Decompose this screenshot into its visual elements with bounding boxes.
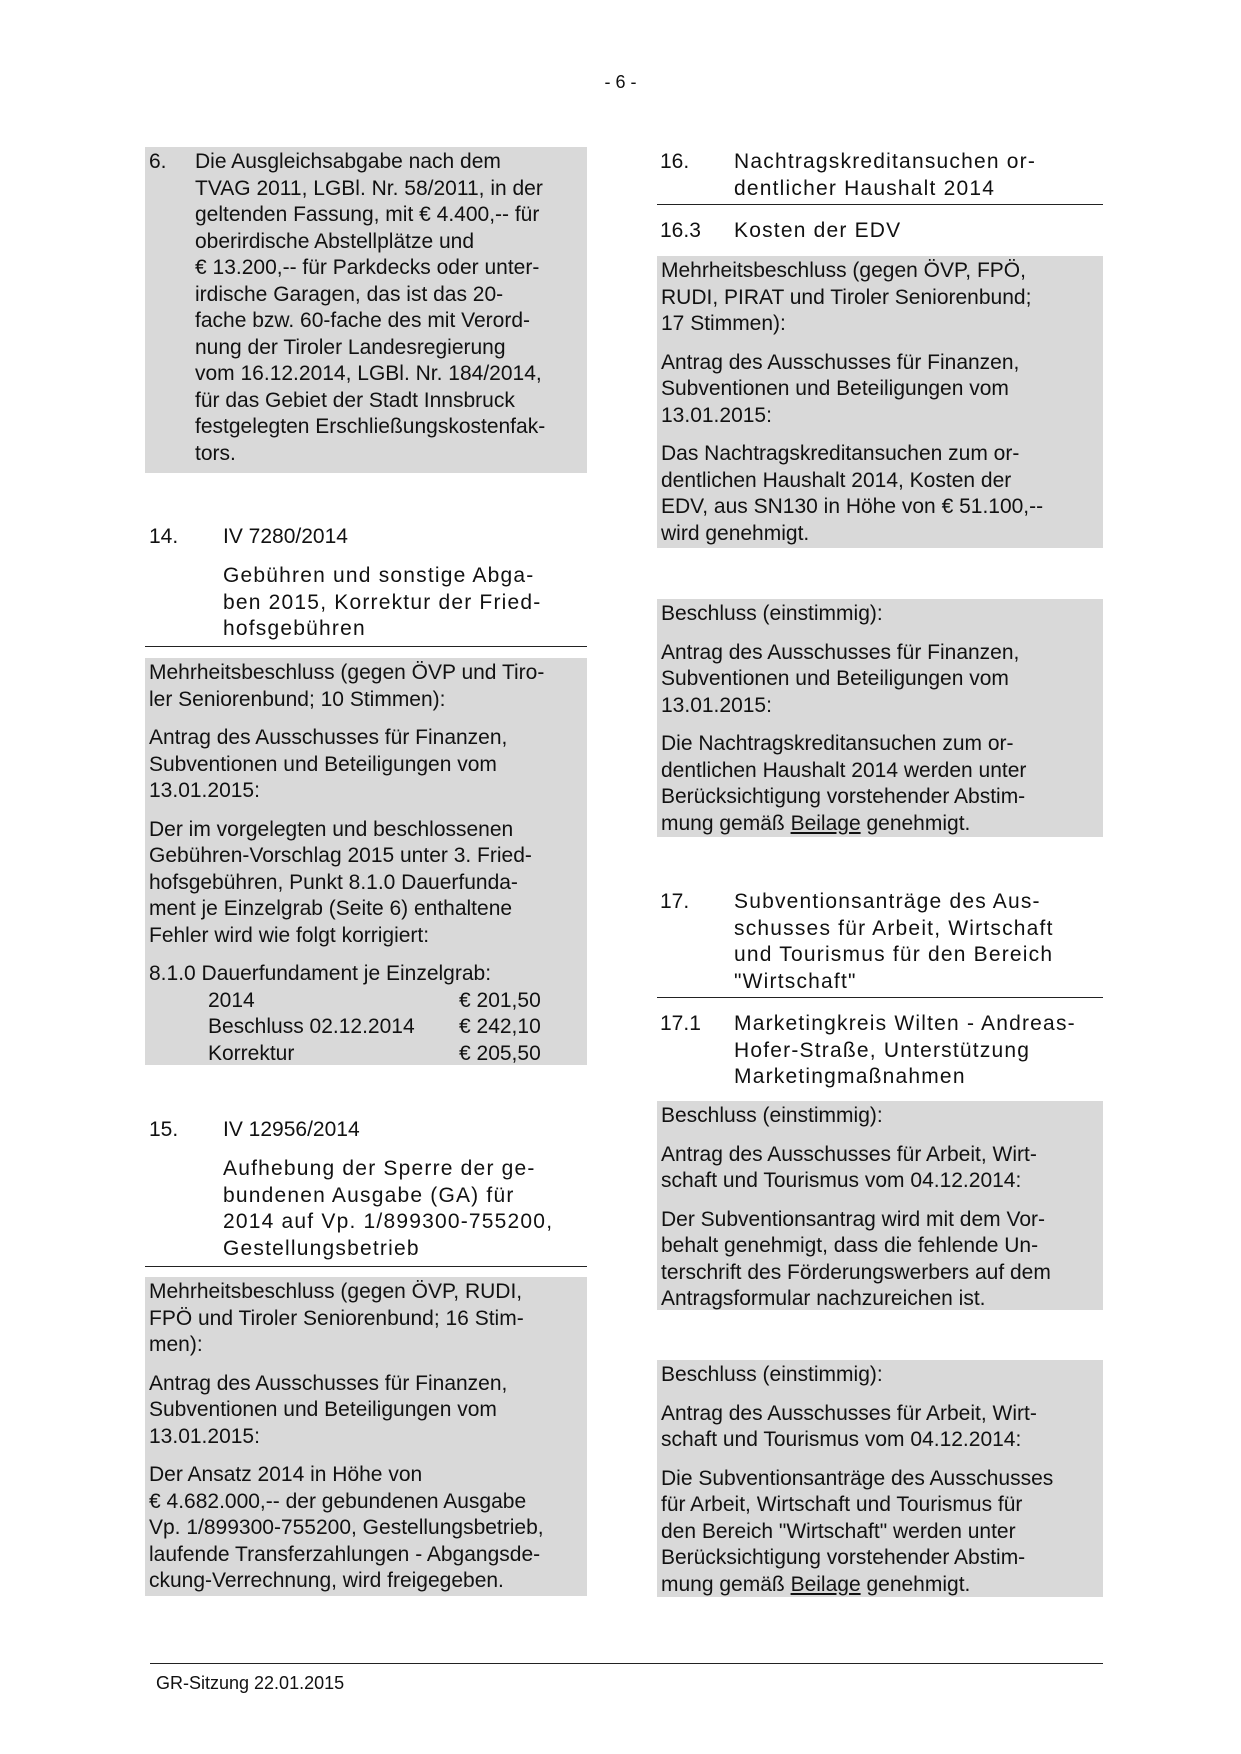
text-line: Subventionen und Beteiligungen vom: [149, 752, 497, 776]
text-line: Vp. 1/899300-755200, Gestellungsbetrieb,: [149, 1516, 544, 1539]
text-line: Mehrheitsbeschluss (gegen ÖVP und Tiro-: [149, 661, 545, 684]
motion: [661, 640, 1099, 720]
title-line: Subventionsanträge des Aus-: [734, 890, 1041, 913]
text-line: für Arbeit, Wirtschaft und Tourismus für: [661, 1493, 1023, 1516]
text-line: nung der Tiroler Landesregierung: [195, 335, 506, 359]
item-17-1-title: [734, 1011, 1104, 1091]
text-line: Antrag des Ausschusses für Arbeit, Wirt-: [661, 1401, 1037, 1425]
item-17-number: 17.: [660, 890, 690, 913]
text-line: schaft und Tourismus vom 04.12.2014:: [661, 1428, 1022, 1451]
title-line: bundenen Ausgabe (GA) für: [223, 1183, 515, 1207]
text-line: dentlichen Haushalt 2014 werden unter: [661, 758, 1027, 782]
item-17-1-box: [657, 1101, 1103, 1310]
text-line: Antrag des Ausschusses für Finanzen,: [661, 350, 1020, 374]
fee-label: Korrektur: [208, 1041, 295, 1065]
resolution-text: [661, 731, 1099, 837]
item-15-title: [223, 1156, 583, 1262]
text-line: dentlichen Haushalt 2014, Kosten der: [661, 468, 1012, 492]
text-fragment: genehmigt.: [860, 811, 971, 835]
text-line: behalt genehmigt, dass die fehlende Un-: [661, 1234, 1039, 1257]
fee-row: [149, 1014, 583, 1041]
text-line: festgelegten Erschließungskostenfak-: [195, 415, 546, 438]
item-16-total-box: [657, 599, 1103, 837]
text-line: terschrift des Förderungswerbers auf dem: [661, 1260, 1051, 1284]
text-line: oberirdische Abstellplätze und: [195, 229, 475, 253]
text-line: Subventionen und Beteiligungen vom: [149, 1398, 497, 1421]
item-14-ref: IV 7280/2014: [223, 525, 348, 548]
text-line: Gebühren-Vorschlag 2015 unter 3. Fried-: [149, 844, 532, 867]
text-line: 13.01.2015:: [149, 779, 260, 802]
text-line: ment je Einzelgrab (Seite 6) enthaltene: [149, 897, 513, 920]
resolution-text: [661, 1466, 1099, 1599]
title-line: schusses für Arbeit, Wirtschaft: [734, 916, 1054, 940]
fee-value: € 205,50: [459, 1041, 541, 1065]
fee-label: Beschluss 02.12.2014: [208, 1015, 415, 1038]
item-16-number: 16.: [660, 150, 690, 173]
text-line: ler Seniorenbund; 10 Stimmen):: [149, 687, 446, 711]
text-line: Antrag des Ausschusses für Finanzen,: [149, 726, 508, 749]
text-line: Berücksichtigung vorstehender Abstim-: [661, 785, 1026, 808]
item-17-title: [734, 889, 1104, 995]
text-fragment: mung gemäß: [661, 1572, 791, 1596]
text-line: Subventionen und Beteiligungen vom: [661, 667, 1009, 690]
text-fragment: genehmigt.: [860, 1572, 971, 1596]
decision: Beschluss (einstimmig):: [661, 602, 883, 625]
text-line: geltenden Fassung, mit € 4.400,-- für: [195, 203, 540, 226]
decision: [149, 660, 583, 713]
text-line: Fehler wird wie folgt korrigiert:: [149, 923, 430, 947]
text-line: 13.01.2015:: [149, 1424, 260, 1448]
text-line: Antragsformular nachzureichen ist.: [661, 1287, 986, 1310]
text-line: TVAG 2011, LGBl. Nr. 58/2011, in der: [195, 176, 543, 200]
text-line: Die Nachtragskreditansuchen zum or-: [661, 732, 1014, 755]
text-line: € 13.200,-- für Parkdecks oder unter-: [195, 256, 540, 279]
text-line: Antrag des Ausschusses für Finanzen,: [661, 640, 1020, 664]
text-line: FPÖ und Tiroler Seniorenbund; 16 Stim-: [149, 1306, 524, 1330]
text-line: irdische Garagen, das ist das 20-: [195, 282, 504, 306]
title-line: "Wirtschaft": [734, 969, 857, 993]
item-17-1-number: 17.1: [660, 1012, 701, 1035]
resolution-text: [661, 441, 1099, 547]
footer-divider: [150, 1663, 1103, 1664]
text-line: 13.01.2015:: [661, 403, 772, 427]
motion: [661, 1142, 1099, 1195]
motion: [149, 1371, 583, 1451]
item-16-3-box: [657, 256, 1103, 548]
item-15-number: 15.: [149, 1118, 179, 1141]
item-16-title: [734, 149, 1094, 202]
text-line: [661, 811, 1099, 838]
text-line: 17 Stimmen):: [661, 312, 786, 335]
title-line: Nachtragskreditansuchen or-: [734, 150, 1037, 173]
title-line: Marketingmaßnahmen: [734, 1065, 966, 1088]
page-number: - 6 -: [604, 72, 637, 92]
fee-row: [149, 1041, 583, 1068]
text-line: Die Ausgleichsabgabe nach dem: [195, 150, 501, 173]
text-line: men):: [149, 1333, 203, 1356]
item-6-box: [145, 147, 587, 473]
text-line: tors.: [195, 441, 236, 465]
text-line: Der Subventionsantrag wird mit dem Vor-: [661, 1207, 1045, 1231]
text-line: Die Subventionsanträge des Ausschusses: [661, 1466, 1054, 1490]
title-line: ben 2015, Korrektur der Fried-: [223, 590, 542, 614]
title-line: Gestellungsbetrieb: [223, 1236, 420, 1260]
item-14-divider: [145, 646, 587, 647]
item-6-text: [195, 149, 583, 467]
text-line: Subventionen und Beteiligungen vom: [661, 377, 1009, 400]
beilage-link[interactable]: Beilage: [790, 1572, 861, 1596]
text-line: Mehrheitsbeschluss (gegen ÖVP, FPÖ,: [661, 259, 1026, 282]
text-line: Mehrheitsbeschluss (gegen ÖVP, RUDI,: [149, 1280, 523, 1303]
decision: Beschluss (einstimmig):: [661, 1363, 883, 1386]
title-line: Aufhebung der Sperre der ge-: [223, 1157, 536, 1180]
text-fragment: mung gemäß: [661, 811, 791, 835]
resolution-text: [149, 817, 583, 950]
text-line: Der Ansatz 2014 in Höhe von: [149, 1463, 423, 1486]
motion: [149, 725, 583, 805]
decision: [149, 1279, 583, 1359]
text-line: Berücksichtigung vorstehender Abstim-: [661, 1546, 1026, 1569]
item-15-divider: [145, 1266, 587, 1267]
text-line: hofsgebühren, Punkt 8.1.0 Dauerfunda-: [149, 870, 518, 894]
text-line: fache bzw. 60-fache des mit Verord-: [195, 309, 531, 332]
title-line: 2014 auf Vp. 1/899300-755200,: [223, 1210, 554, 1233]
item-17-divider: [657, 997, 1103, 998]
text-line: ckung-Verrechnung, wird freigegeben.: [149, 1569, 504, 1592]
text-line: Der im vorgelegten und beschlossenen: [149, 817, 514, 841]
fee-table: [149, 961, 583, 1067]
text-line: € 4.682.000,-- der gebundenen Ausgabe: [149, 1489, 527, 1513]
text-line: den Bereich "Wirtschaft" werden unter: [661, 1519, 1016, 1543]
beilage-link[interactable]: Beilage: [790, 811, 861, 835]
motion: [661, 1401, 1099, 1454]
text-line: [661, 1572, 1099, 1599]
title-line: Gebühren und sonstige Abga-: [223, 564, 535, 587]
fee-heading: 8.1.0 Dauerfundament je Einzelgrab:: [149, 962, 492, 985]
fee-value: € 201,50: [459, 988, 541, 1012]
resolution-text: [661, 1207, 1099, 1313]
fee-label: 2014: [208, 988, 255, 1012]
title-line: hofsgebühren: [223, 617, 366, 640]
decision: Beschluss (einstimmig):: [661, 1104, 883, 1127]
text-line: laufende Transferzahlungen - Abgangsde-: [149, 1542, 541, 1566]
text-line: Antrag des Ausschusses für Arbeit, Wirt-: [661, 1142, 1037, 1166]
decision: [661, 258, 1099, 338]
item-16-3-title: Kosten der EDV: [734, 219, 902, 242]
title-line: dentlicher Haushalt 2014: [734, 176, 996, 200]
item-6-number: 6.: [149, 150, 167, 173]
text-line: EDV, aus SN130 in Höhe von € 51.100,--: [661, 495, 1044, 518]
footer-session-date: GR-Sitzung 22.01.2015: [156, 1673, 345, 1693]
motion: [661, 350, 1099, 430]
title-line: Marketingkreis Wilten - Andreas-: [734, 1012, 1076, 1035]
text-line: wird genehmigt.: [661, 521, 810, 545]
text-line: 13.01.2015:: [661, 693, 772, 717]
item-14-box: [145, 658, 587, 1065]
item-16-3-number: 16.3: [660, 219, 701, 242]
title-line: Hofer-Straße, Unterstützung: [734, 1038, 1031, 1062]
fee-row: [149, 988, 583, 1015]
item-14-title: [223, 563, 583, 643]
text-line: für das Gebiet der Stadt Innsbruck: [195, 388, 515, 412]
text-line: Antrag des Ausschusses für Finanzen,: [149, 1371, 508, 1395]
item-17-total-box: [657, 1360, 1103, 1597]
text-line: schaft und Tourismus vom 04.12.2014:: [661, 1169, 1022, 1192]
item-15-ref: IV 12956/2014: [223, 1118, 360, 1141]
title-line: und Tourismus für den Bereich: [734, 943, 1054, 966]
text-line: vom 16.12.2014, LGBl. Nr. 184/2014,: [195, 362, 542, 385]
text-line: Das Nachtragskreditansuchen zum or-: [661, 442, 1020, 465]
text-line: RUDI, PIRAT und Tiroler Seniorenbund;: [661, 285, 1032, 309]
item-14-number: 14.: [149, 525, 179, 548]
fee-value: € 242,10: [459, 1015, 541, 1038]
item-16-divider: [657, 204, 1103, 205]
resolution-text: [149, 1462, 583, 1595]
item-15-box: [145, 1277, 587, 1596]
